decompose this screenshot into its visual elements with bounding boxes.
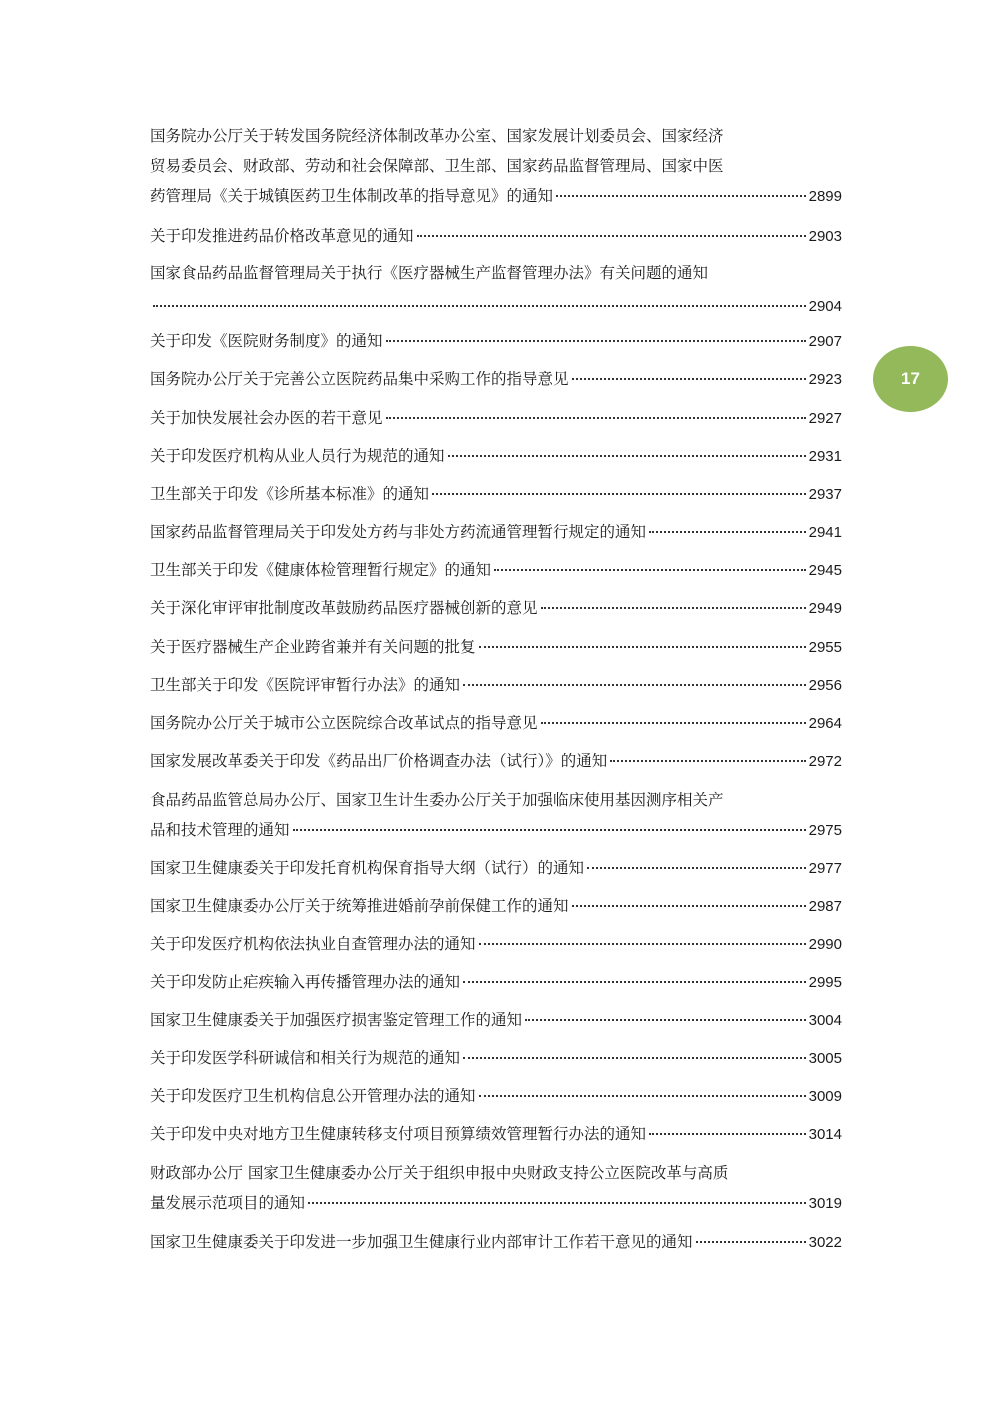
toc-entry-title-line: 关于印发医疗机构从业人员行为规范的通知 [150,447,445,465]
dot-leader [541,606,806,609]
toc-entry[interactable] [150,482,842,507]
dot-leader [479,1094,806,1097]
toc-entry[interactable] [150,711,842,736]
toc-entry[interactable] [150,520,842,545]
dot-leader [463,683,806,686]
toc-entry[interactable] [150,444,842,469]
page-number: 17 [901,369,920,388]
toc-entry[interactable] [150,1084,842,1109]
toc-entry-title-line: 关于印发中央对地方卫生健康转移支付项目预算绩效管理暂行办法的通知 [150,1125,647,1143]
dot-leader [308,1201,806,1204]
toc-entry[interactable] [150,894,842,919]
toc-entry-title-line: 卫生部关于印发《健康体检管理暂行规定》的通知 [150,561,492,579]
toc-entry-title-line: 关于印发医疗卫生机构信息公开管理办法的通知 [150,1087,476,1105]
toc-entry-page: 2945 [808,562,842,579]
toc-entry-title-line: 关于印发《医院财务制度》的通知 [150,332,383,350]
toc-entry-title-line: 关于印发医疗机构依法执业自查管理办法的通知 [150,935,476,953]
toc-entry-page: 2937 [808,486,842,503]
toc-entry-page: 2923 [808,371,842,388]
toc-entry[interactable] [150,596,842,621]
toc-entry-title-line: 国家卫生健康委办公厅关于统筹推进婚前孕前保健工作的通知 [150,897,569,915]
toc-entry-page: 2955 [808,639,842,656]
toc-entry-title-line: 关于印发医学科研诚信和相关行为规范的通知 [150,1049,461,1067]
toc-entry[interactable] [150,367,842,392]
toc-entry-title-line: 国务院办公厅关于城市公立医院综合改革试点的指导意见 [150,714,538,732]
toc-entry[interactable] [150,788,842,843]
toc-entry[interactable] [150,856,842,881]
dot-leader [432,492,806,495]
toc-entry-title-line: 关于医疗器械生产企业跨省兼并有关问题的批复 [150,638,476,656]
toc-entry-title-line: 量发展示范项目的通知 [150,1194,306,1212]
toc-entry[interactable] [150,1008,842,1033]
toc-entry[interactable] [150,124,842,209]
toc-entry-title-line: 国务院办公厅关于转发国务院经济体制改革办公室、国家发展计划委员会、国家经济 [150,127,724,145]
toc-entry-title-line: 品和技术管理的通知 [150,821,290,839]
toc-entry[interactable] [150,1230,842,1255]
dot-leader [153,304,806,307]
dot-leader [479,942,806,945]
toc-entry-title-line: 国家药品监督管理局关于印发处方药与非处方药流通管理暂行规定的通知 [150,523,647,541]
toc-entry[interactable] [150,1046,842,1071]
dot-leader [610,759,805,762]
toc-entry[interactable] [150,1161,842,1216]
toc-entry-page: 3014 [808,1126,842,1143]
toc-entry-title-line: 国家食品药品监督管理局关于执行《医疗器械生产监督管理办法》有关问题的通知 [150,264,709,282]
toc-entry-page: 2927 [808,410,842,427]
toc-entry-title-line: 关于印发防止疟疾输入再传播管理办法的通知 [150,973,461,991]
toc-entry-title-line: 贸易委员会、财政部、劳动和社会保障部、卫生部、国家药品监督管理局、国家中医 [150,157,724,175]
toc-entry[interactable] [150,1122,842,1147]
toc-entry-page: 2931 [808,448,842,465]
toc-entry-title-line: 卫生部关于印发《诊所基本标准》的通知 [150,485,430,503]
dot-leader [556,194,806,197]
toc-entry-title-line: 国家卫生健康委关于印发进一步加强卫生健康行业内部审计工作若干意见的通知 [150,1233,693,1251]
dot-leader [541,721,806,724]
toc-entry[interactable] [150,970,842,995]
dot-leader [494,568,806,571]
toc-entry-page: 2972 [808,753,842,770]
toc-entry[interactable] [150,406,842,431]
toc-entry-page: 2899 [808,188,842,205]
toc-entry-page: 2987 [808,898,842,915]
toc-entry[interactable] [150,261,842,319]
toc-entry-page: 2956 [808,677,842,694]
toc-entry-page: 2949 [808,600,842,617]
toc-entry-title-line: 财政部办公厅 国家卫生健康委办公厅关于组织申报中央财政支持公立医院改革与高质 [150,1164,729,1182]
dot-leader [293,828,806,831]
toc-entry-page: 2907 [808,333,842,350]
dot-leader [386,339,806,342]
dot-leader [386,416,806,419]
toc-entry-page: 2990 [808,936,842,953]
dot-leader [525,1018,806,1021]
toc-entry-page: 2995 [808,974,842,991]
toc-entry-title-line: 国务院办公厅关于完善公立医院药品集中采购工作的指导意见 [150,370,569,388]
toc-entry[interactable] [150,558,842,583]
toc-entry-page: 3022 [808,1234,842,1251]
toc-entry-title-line: 国家发展改革委关于印发《药品出厂价格调查办法（试行）》的通知 [150,752,608,770]
toc-entry-page: 2904 [808,298,842,315]
toc-entry-title-line: 食品药品监管总局办公厅、国家卫生计生委办公厅关于加强临床使用基因测序相关产 [150,791,724,809]
toc-entry-title-line: 关于深化审评审批制度改革鼓励药品医疗器械创新的意见 [150,599,538,617]
toc-entry-page: 3004 [808,1012,842,1029]
dot-leader [448,454,806,457]
toc-entry[interactable] [150,749,842,774]
toc-entry-page: 2964 [808,715,842,732]
toc-entry-title-line: 关于印发推进药品价格改革意见的通知 [150,227,414,245]
toc-entry[interactable] [150,329,842,354]
toc-entry-title-line: 卫生部关于印发《医院评审暂行办法》的通知 [150,676,461,694]
dot-leader [696,1240,806,1243]
toc-entry-page: 3009 [808,1088,842,1105]
dot-leader [572,377,806,380]
toc-entry-page: 2903 [808,228,842,245]
dot-leader [463,980,806,983]
toc-entry-page: 2941 [808,524,842,541]
dot-leader [479,645,806,648]
toc-entry-title-line: 药管理局《关于城镇医药卫生体制改革的指导意见》的通知 [150,187,554,205]
toc-entry-page: 3019 [808,1195,842,1212]
dot-leader [649,530,806,533]
toc-entry[interactable] [150,673,842,698]
dot-leader [417,234,806,237]
toc-entry-page: 2975 [808,822,842,839]
toc-entry-page: 3005 [808,1050,842,1067]
toc-entry-title-line: 国家卫生健康委关于加强医疗损害鉴定管理工作的通知 [150,1011,523,1029]
toc-entry[interactable] [150,635,842,660]
dot-leader [572,904,806,907]
dot-leader [649,1132,806,1135]
dot-leader [587,866,806,869]
dot-leader [463,1056,806,1059]
toc-entry-title-line: 关于加快发展社会办医的若干意见 [150,409,383,427]
page-number-badge [873,346,948,412]
toc-entry-page: 2977 [808,860,842,877]
toc-entry-title-line: 国家卫生健康委关于印发托育机构保育指导大纲（试行）的通知 [150,859,585,877]
toc-entry[interactable] [150,932,842,957]
toc-entry[interactable] [150,224,842,249]
